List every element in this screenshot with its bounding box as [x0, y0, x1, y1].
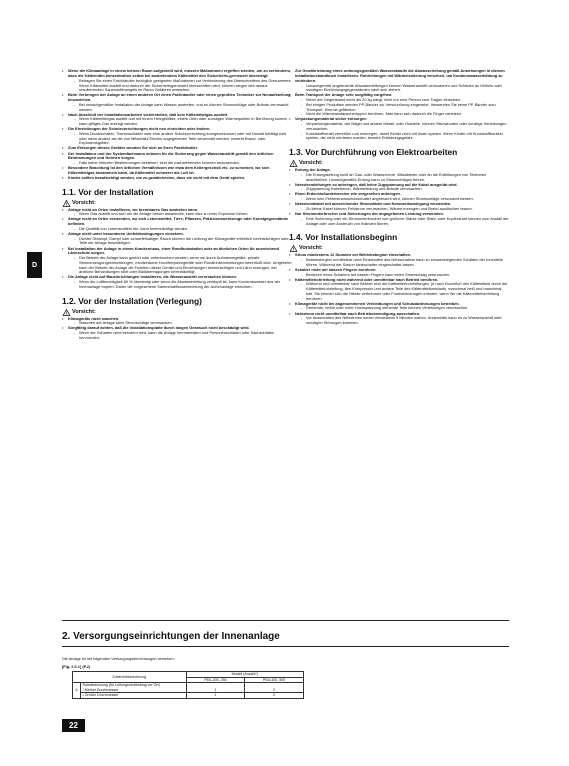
row-value: 1	[186, 683, 245, 693]
warning-icon	[289, 245, 298, 252]
language-tab: D	[27, 252, 42, 278]
caution-label: Vorsicht:	[72, 199, 96, 206]
bullet-item	[62, 232, 292, 246]
bullet-item	[62, 152, 292, 166]
warning-icon	[289, 160, 298, 167]
section-1-3-title: 1.3. Vor Durchführung von Elektroarbeiten	[289, 147, 458, 158]
bullet-text: Anlage nicht an Orten verwenden, wo sich Lebensmittel, Tiere, Pflanzen, Präzisionswerkzeuge oder Kunstgegenstände befinden.	[68, 216, 289, 227]
bullet-item	[289, 117, 509, 141]
bullet-text: Netzstrom nicht unmittelbar nach Betriebsbeendigung ausschalten.	[295, 310, 421, 316]
figure-reference: [Fig. 2.0.1] (P.2)	[62, 664, 91, 669]
sub-item: - Wenn die Luftfeuchtigkeit 80 % übersteigt oder wenn die Abwasserleitung verstopft ist, kann Kondenswasser aus der Innenanlage tropfen. Daher die vorgesehene Sammelabflusseinrichtung der Außenanlage einrichten.	[68, 280, 292, 290]
sub-item: - Die Erdungsleitung nicht an Gas- oder Wasserrohre, Blitzableiter oder an die Erdleitungen von Telefonen anschließen. Unsachgemäße Erdung kann zu Stromschlägen führen.	[295, 173, 509, 183]
sub-item: - Drehende, heiße oder unter Hochspannung stehende Teile können Verletzungen verursachen.	[295, 306, 509, 311]
row-value: 2	[245, 683, 304, 693]
bullet-text: Die Anlage nicht auf Baueinrichtungen installieren, die Wasseraustritt verursachen können.	[68, 274, 237, 280]
bullet-text: Erdung der Anlage.	[295, 167, 331, 173]
accessory-table	[72, 671, 304, 699]
bullet-item	[289, 93, 509, 117]
sub-item: - Wenn der Gegenstand mehr als 20 kg wiegt, nicht nur eine Person zum Tragen einsetzen.	[295, 98, 509, 103]
right-bullets-1	[289, 69, 509, 141]
left-bullets-2	[62, 208, 292, 290]
bullet-text: Schalter nicht mit nassen Fingern berühren.	[295, 266, 377, 272]
header-model: Modell (Anzahl*)	[186, 672, 303, 678]
bullet-text: Wenn die Klimaanlage in einem kleinen Raum aufgestellt wird, müssen Maßnahmen ergriffen werden, um zu verhindern, dass die Kältemittel-konzentration selbst bei austretendem Kältemittel den Sicherheits-grenzwert übersteigt.	[68, 68, 290, 79]
bullet-text: Verpackungsmaterial sicher entsorgen	[295, 116, 367, 122]
bullet-item	[62, 217, 292, 231]
sub-item: - Wenn der Schaden nicht behoben wird, kann die Anlage herunterfallen und Personenschäden oder Sachschäden hervorrufen.	[68, 331, 292, 341]
section-divider	[62, 646, 509, 647]
warning-icon	[62, 309, 71, 316]
bullet-text: Anlage nicht an Orten installieren, wo brennbares Gas austreten kann.	[68, 206, 199, 212]
row-item-name: • Großer Durchmesser	[80, 693, 186, 699]
caution-heading	[62, 200, 292, 207]
bullet-text: Strom mindestens 12 Stunden vor Betriebsbeginn einschalten.	[295, 252, 412, 258]
sub-item: - Berühren eines Schalters mit nassen Fingern kann einen Stromschlag verursachen.	[295, 273, 509, 278]
row-value: 2	[245, 693, 304, 699]
bullet-text: Netzstromkabel mit ausreichender Stromstärke und Nennwertauslegung verwenden.	[295, 201, 452, 207]
bullet-text: Anlage nicht unter besonderen Umfeldbedingungen einsetzen.	[68, 230, 184, 236]
header-accessory-name: Zubehörbezeichnung	[73, 672, 187, 683]
bullet-item	[62, 93, 292, 112]
bullet-text: Kinder sollten beaufsichtigt werden, um zu gewährleisten, dass sie nicht mit dem Gerät spielen.	[68, 174, 246, 180]
bullet-text: Klimageräte nicht waschen.	[68, 315, 120, 321]
bullet-text: Zur Gewährleistung eines ordnungsgemäßen Wasserablaufs die Abwasserleitung gemäß Anweisungen in diesem Installationshandbuch installieren. Rohrleitungen mit Wärmeisolierung versehen, um Kondenswasserbildung zu verhindern.	[295, 68, 505, 83]
bullet-item	[62, 326, 292, 340]
sub-item: - Zu kleine Kabel können Fehlstrom verursachen, Wärme erzeugen und Brand auslöschen lassen.	[295, 207, 509, 212]
sub-item: - Unsachgemäß angebrachte Abwasserleitungen können Wasseraustritt verursachen und Schäden an Möbeln oder sonstigen Einrichtungsgegenständen nach sich ziehen.	[295, 84, 509, 94]
bullet-text: Bei Installation der Anlage in einem Krankenhaus, einer Rundfunkstation oder an ähnlichen Orten für ausreichend Lärmschutz sorgen.	[68, 245, 279, 256]
bullet-item	[62, 247, 292, 276]
section-1-4-title: 1.4. Vor Installationsbeginn	[289, 232, 398, 243]
caution-heading	[289, 245, 509, 252]
sub-item: - Eine Sicherung oder ein Stromunterbrecher von größerer Stärke oder Stahl- oder Kupferdraht können zum Ausfall der Anlage oder zum Ausbruch von Bränden führen.	[295, 217, 509, 227]
bullet-text: Besondere Beachtung ist den örtlichen Verhältnissen wie etwa dem Kellergeschoß etc. zu schenken, wo sich Kältemittelgas ansammeln kann, da Kältemittel schwerer als Luft ist.	[68, 165, 270, 175]
sub-item: - Befragen Sie einen Fachhändler bezüglich geeigneter Maßnahmen zur Verhinderung des Überschreitens des Grenzwertes. Wenn Kältemittel austritt und dadurch der Sicherheitsgrenzwert überschritten wird, können wegen des daraus resultierenden Sauerstoffmangels im Raum Gefahren entstehen.	[68, 79, 292, 93]
bullet-text: Der Installateur und der Systemfachmann müssen für die Sicherung gegen Wasseraustritt gemäß den örtlichen Bestimmungen und Normen sorgen.	[68, 150, 274, 161]
bullet-text: Beim Transport der Anlage sehr sorgfältig vorgehen.	[295, 92, 393, 98]
bullet-text: Beim Verbringen der Anlage an einen anderen Ort einen Fachhändler oder einen geprüften Techniker zur Neuaufstellung hinzuziehen.	[68, 92, 291, 103]
section-2-intro: Die Anlage ist mit folgenden Versorgungseinrichtungen versehen:	[62, 656, 175, 661]
sub-item: - Kunststoffbeutel zerreißen und entsorgen, damit Kinder nicht mit ihnen spielen. Wenn Kinder mit Kunststoffbeuteln spielen, die nicht zerrissen wurden, besteht Erstickungsgefahr.	[295, 132, 509, 142]
sub-item: - Betriebsbeginn unmittelbar nach Einschalten des Netzschalters kann zu schwerwiegenden Schäden der Innenteile führen. Während der Saison Netzschalter eingeschaltet lassen.	[295, 258, 509, 268]
bullet-item	[289, 69, 509, 93]
sub-item: - Wenn Druckschalter, Thermoschalter oder eine andere Schutzvorrichtung kurzgeschlossen oder mit Gewalt betätigt wird oder wenn andere als die von Mitsubishi Electric angegebenen Teile verwendet werden, besteht Brand- oder Explosionsgefahr.	[68, 132, 292, 146]
sub-item: - Wenn kein Fehlerstromschutzschalter angebracht wird, können Stromschläge verursacht werden.	[295, 197, 509, 202]
left-column	[62, 69, 292, 341]
bullet-item	[62, 69, 292, 93]
bullet-text: Klimageräte nicht bei abgenommenen Verkleidungen und Schutzabdeckungen betreiben.	[295, 300, 460, 306]
caution-heading	[289, 160, 509, 167]
right-column	[289, 69, 509, 326]
row-value: 1	[186, 693, 245, 699]
sub-item: - Die Qualität von Lebensmitteln etc. kann beeinträchtigt werden.	[68, 227, 292, 232]
bullet-item	[289, 253, 509, 267]
bullet-item	[62, 176, 292, 181]
row-description	[80, 683, 186, 693]
bullet-item	[289, 278, 509, 302]
bullet-text: Sorgfältig darauf achten, daß die Installationsplatte durch langen Gebrauch nicht beschädigt wird.	[68, 325, 250, 331]
bullet-item	[289, 212, 509, 226]
bullet-text: Kältemittelrohrleitung nicht während oder unmittelbar nach Betrieb berühren.	[295, 276, 439, 282]
caution-label: Vorsicht:	[299, 245, 323, 252]
bullet-item	[289, 312, 509, 326]
right-bullets-3	[289, 253, 509, 325]
bullet-text: Einen Erdschlußunterbrecher wie vorgesehen anbringen.	[295, 191, 401, 197]
section-divider	[62, 620, 509, 621]
section-2-title: 2. Versorgungseinrichtungen der Innenanlage	[62, 631, 280, 642]
bullet-item	[289, 168, 509, 182]
sub-item: - Waschen der Anlage kann Stromschläge verursachen.	[68, 321, 292, 326]
caution-label: Vorsicht:	[72, 308, 96, 315]
right-bullets-2	[289, 168, 509, 226]
sub-item: - Verpackungsmaterial, wie Nägel und andere Metall- oder Holzteile, können Stichwunden oder sonstige Verletzungen verursachen.	[295, 122, 509, 132]
page-number: 22	[62, 719, 85, 732]
row-number: ①	[73, 683, 81, 699]
sub-item: - Wenn Gas austritt und sich um die Anlage herum ansammelt, kann dies zu einer Explosion führen.	[68, 212, 292, 217]
bullet-item	[62, 127, 292, 146]
row-desc-label: Rohrabdeckung (für Leitungsverbindung vor Ort)	[82, 683, 160, 687]
section-1-1-title: 1.1. Vor der Installation	[62, 186, 154, 197]
sub-item: - Während und unmittelbar nach Betrieb sind die Kältemittelrohrleitungen, je nach Durchfluß des Kältemittels durch die Kältemittelrohrleitung, den Kompressor und andere Teile des Kältemittelkreislaufs, manchmal heiß und manchmal kalt. Sie können sich die Hände verbrennen oder Frostverletzungen erleiden, wenn Sie die Kältemittelrohrleitung berühren.	[295, 282, 509, 301]
header-model-b: PEA-400, 500	[245, 677, 304, 683]
bullet-text: Zum Entsorgen dieses Gerätes wenden Sie sich an Ihren Fachhändler.	[68, 145, 198, 151]
sub-item: - Bei einigen Produkten werden PP-Bänder zur Verschnürung eingesetzt. Verwenden Sie keine PP-Bänder zum Transport. Dies ist gefährlich.	[295, 103, 509, 113]
bullet-item	[62, 113, 292, 127]
caution-label: Vorsicht:	[299, 160, 323, 167]
section-1-2-title: 1.2. Vor der Installation (Verlegung)	[62, 295, 202, 306]
sub-item: - Zugspannung Kabelbruch, Wärmebildung und Brände verursachen.	[295, 187, 509, 192]
sub-item: - Bei unsachgemäßer Installation der Anlage kann Wasser austreten, und es können Stromschläge oder Brände verursacht werden.	[68, 103, 292, 113]
sub-item: - Wenn Kältemittelgas austritt und mit einem Heizgebläse, einem Ofen oder sonstigen Wärmequellen in Berührung kommt, kann giftiges Gas erzeugt werden.	[68, 117, 292, 127]
sub-item: - Falls keine örtlichen Bestimmungen bestehen, sind die nachstehenden Normen anzuwenden.	[68, 161, 292, 166]
sub-item: - Der Betrieb der Anlage kann gestört oder unterbrochen werden, wenn sie durch Aufnahmegeräte, private Stromerzeugungseinrichtungen, medizinische Hochfrequenzgeräte oder Rundfunkeinrichtungen beeinflußt wird. Umgekehrt kann der Betrieb der Anlage die Funktion dieser Geräte und Einrichtungen beeinträchtigen und Lärm erzeugen, der ärztliche Behandlungen stört oder Bildübertragungen beeinträchtigt.	[68, 256, 292, 275]
bullet-text: Netzstromleitungen so anbringen, daß keine Zugspannung auf die Kabel ausgeübt wird.	[295, 181, 458, 187]
header-model-a: PEA-200, 250	[186, 677, 245, 683]
sub-item: - Dichter Öldampf, Dampf oder schwefelhaltiger Rauch können die Leistung der Klimageräte erheblich beeinträchtigen oder Teile der Anlage beschädigen.	[68, 237, 292, 247]
sub-item: - Nicht die Wärmeaustauscherrippen berühren. Man kann sich dadurch die Finger verletzen.	[295, 112, 509, 117]
left-bullets-3	[62, 317, 292, 341]
warning-icon	[62, 200, 71, 207]
bullet-text: Die Einstellungen der Schutzvorrichtungen nicht neu einrichten oder ändern.	[68, 126, 211, 132]
sub-item: - Vor Ausschalten des Netzstroms immer mindestens 5 Minuten warten. Andernfalls kann es zu Wasseraustritt oder sonstigen Störungen kommen.	[295, 316, 509, 326]
caution-heading	[62, 309, 292, 316]
bullet-text: Nur Stromunterbrecher und Sicherungen der angegebenen Leistung verwenden.	[295, 211, 444, 217]
left-bullets-1	[62, 69, 292, 180]
bullet-item	[62, 275, 292, 289]
row-item-name: • Kleiner Durchmesser	[82, 687, 119, 692]
bullet-text: Nach Abschluß der Installationsarbeiten sicherstellen, daß kein Kältemittelgas austritt.	[68, 111, 229, 117]
